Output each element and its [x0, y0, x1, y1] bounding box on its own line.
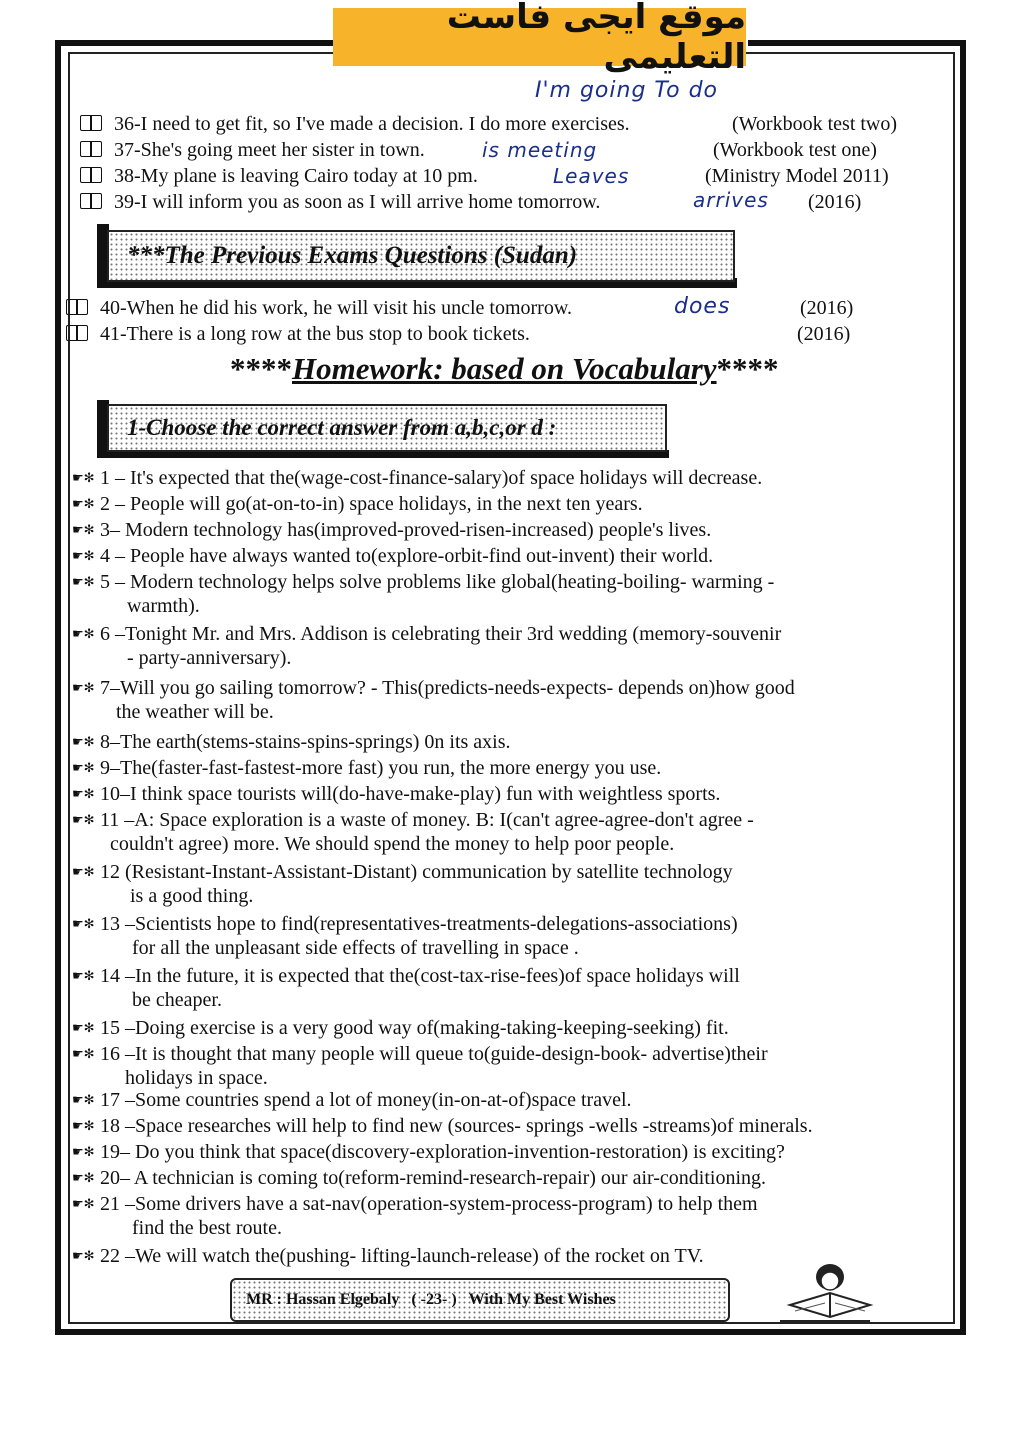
bullet-icon: ☛✻	[72, 1020, 95, 1035]
section-heading-choose: 1-Choose the correct answer from a,b,c,or d :	[107, 404, 667, 452]
vocab-question-line: 12 (Resistant-Instant-Assistant-Distant) communication by satellite technology	[100, 861, 733, 883]
exam-question-36: 36-I need to get fit, so I've made a decision. I do more exercises.	[80, 112, 630, 136]
bullet-icon: ☛✻	[72, 1118, 95, 1133]
sudan-question-40: 40-When he did his work, he will visit his uncle tomorrow.	[66, 296, 572, 320]
bullet-icon: ☛✻	[72, 1046, 95, 1061]
handwritten-answer-39: arrives	[693, 188, 769, 212]
vocab-question-line: 2 – People will go(at-on-to-in) space holidays, in the next ten years.	[100, 493, 643, 515]
section-heading-sudan: ***The Previous Exams Questions (Sudan)	[107, 230, 735, 282]
bullet-icon: ☛✻	[72, 1092, 95, 1107]
exam-question-39: 39-I will inform you as soon as I will arrive home tomorrow.	[80, 190, 600, 214]
footer-box	[230, 1278, 730, 1322]
exam-ref-37: (Workbook test one)	[713, 139, 877, 161]
vocab-question-line: 8–The earth(stems-stains-spins-springs) 0n its axis.	[100, 731, 511, 753]
vocab-question-line: find the best route.	[132, 1217, 282, 1239]
vocab-question-line: 6 –Tonight Mr. and Mrs. Addison is celebrating their 3rd wedding (memory-souvenir	[100, 623, 782, 645]
handwritten-answer-40: does	[674, 294, 731, 319]
bullet-icon: ☛✻	[72, 734, 95, 749]
bullet-icon: ☛✻	[72, 760, 95, 775]
book-icon	[66, 325, 88, 341]
bullet-icon: ☛✻	[72, 574, 95, 589]
bullet-icon: ☛✻	[72, 812, 95, 827]
vocab-question-line: 21 –Some drivers have a sat-nav(operation-system-process-program) to help them	[100, 1193, 758, 1215]
vocab-question-line: 20– A technician is coming to(reform-remind-research-repair) our air-conditioning.	[100, 1167, 767, 1189]
footer-wishes: With My Best Wishes	[468, 1291, 616, 1308]
bullet-icon: ☛✻	[72, 786, 95, 801]
footer-teacher: MR : Hassan Elgebaly	[246, 1291, 400, 1308]
bullet-icon: ☛✻	[72, 470, 95, 485]
vocab-question-line: 3– Modern technology has(improved-proved-risen-increased) people's lives.	[100, 519, 712, 541]
vocab-question-line: 7–Will you go sailing tomorrow? - This(predicts-needs-expects- depends on)how good	[100, 677, 795, 699]
vocab-question-line: 5 – Modern technology helps solve problems like global(heating-boiling- warming -	[100, 571, 775, 593]
bullet-icon: ☛✻	[72, 522, 95, 537]
vocab-question-line: 10–I think space tourists will(do-have-make-play) fun with weightless sports.	[100, 783, 721, 805]
site-banner	[333, 0, 746, 77]
exam-ref-39: (2016)	[808, 191, 862, 213]
vocab-question-line: 1 – It's expected that the(wage-cost-finance-salary)of space holidays will decrease.	[100, 467, 763, 489]
vocab-question-line: the weather will be.	[116, 701, 274, 723]
bullet-icon: ☛✻	[72, 864, 95, 879]
vocab-question-line: 15 –Doing exercise is a very good way of(making-taking-keeping-seeking) fit.	[100, 1017, 729, 1039]
vocab-question-line: be cheaper.	[132, 989, 222, 1011]
vocab-question-line: 18 –Space researches will help to find new (sources- springs -wells -streams)of minerals.	[100, 1115, 813, 1137]
exam-question-37: 37-She's going meet her sister in town.	[80, 138, 425, 162]
homework-title: ****Homework: based on Vocabulary****	[230, 351, 779, 386]
book-icon	[80, 115, 102, 131]
handwritten-answer-37: is meeting	[482, 138, 598, 162]
sudan-question-41: 41-There is a long row at the bus stop to book tickets.	[66, 322, 530, 346]
bullet-icon: ☛✻	[72, 916, 95, 931]
vocab-question-line: 13 –Scientists hope to find(representatives-treatments-delegations-associations)	[100, 913, 738, 935]
handwritten-answer-36: I'm going To do	[535, 78, 718, 103]
vocab-question-line: - party-anniversary).	[127, 647, 292, 669]
bullet-icon: ☛✻	[72, 496, 95, 511]
bullet-icon: ☛✻	[72, 1144, 95, 1159]
footer-page: ( -23- )	[411, 1291, 457, 1308]
vocab-question-line: 9–The(faster-fast-fastest-more fast) you run, the more energy you use.	[100, 757, 662, 779]
bullet-icon: ☛✻	[72, 626, 95, 641]
book-icon	[80, 141, 102, 157]
vocab-question-line: 14 –In the future, it is expected that the(cost-tax-rise-fees)of space holidays will	[100, 965, 740, 987]
vocab-question-line: 11 –A: Space exploration is a waste of money. B: I(can't agree-agree-don't agree -	[100, 809, 754, 831]
bullet-icon: ☛✻	[72, 1196, 95, 1211]
vocab-question-line: 17 –Some countries spend a lot of money(in-on-at-of)space travel.	[100, 1089, 632, 1111]
vocab-question-line: for all the unpleasant side effects of travelling in space .	[132, 937, 579, 959]
bullet-icon: ☛✻	[72, 548, 95, 563]
book-icon	[80, 167, 102, 183]
handwritten-answer-38: Leaves	[553, 164, 630, 188]
vocab-question-line: 4 – People have always wanted to(explore-orbit-find out-invent) their world.	[100, 545, 714, 567]
bullet-icon: ☛✻	[72, 680, 95, 695]
vocab-question-line: 22 –We will watch the(pushing- lifting-launch-release) of the rocket on TV.	[100, 1245, 704, 1267]
bullet-icon: ☛✻	[72, 1170, 95, 1185]
vocab-question-line: holidays in space.	[125, 1067, 268, 1089]
exam-question-38: 38-My plane is leaving Cairo today at 10 pm.	[80, 164, 478, 188]
banner-title: موقع ايجى فاست التعليمى	[446, 0, 746, 77]
book-icon	[66, 299, 88, 315]
book-icon	[80, 193, 102, 209]
vocab-question-line: 19– Do you think that space(discovery-exploration-invention-restoration) is exciting?	[100, 1141, 785, 1163]
sudan-ref-40: (2016)	[800, 297, 854, 319]
vocab-question-line: couldn't agree) more. We should spend the money to help poor people.	[110, 833, 675, 855]
bullet-icon: ☛✻	[72, 1248, 95, 1263]
vocab-question-line: is a good thing.	[130, 885, 254, 907]
exam-ref-38: (Ministry Model 2011)	[705, 165, 889, 187]
sudan-ref-41: (2016)	[797, 323, 851, 345]
student-reading-icon	[770, 1255, 880, 1325]
vocab-question-line: 16 –It is thought that many people will queue to(guide-design-book- advertise)their	[100, 1043, 768, 1065]
vocab-question-line: warmth).	[127, 595, 200, 617]
bullet-icon: ☛✻	[72, 968, 95, 983]
exam-ref-36: (Workbook test two)	[732, 113, 898, 135]
